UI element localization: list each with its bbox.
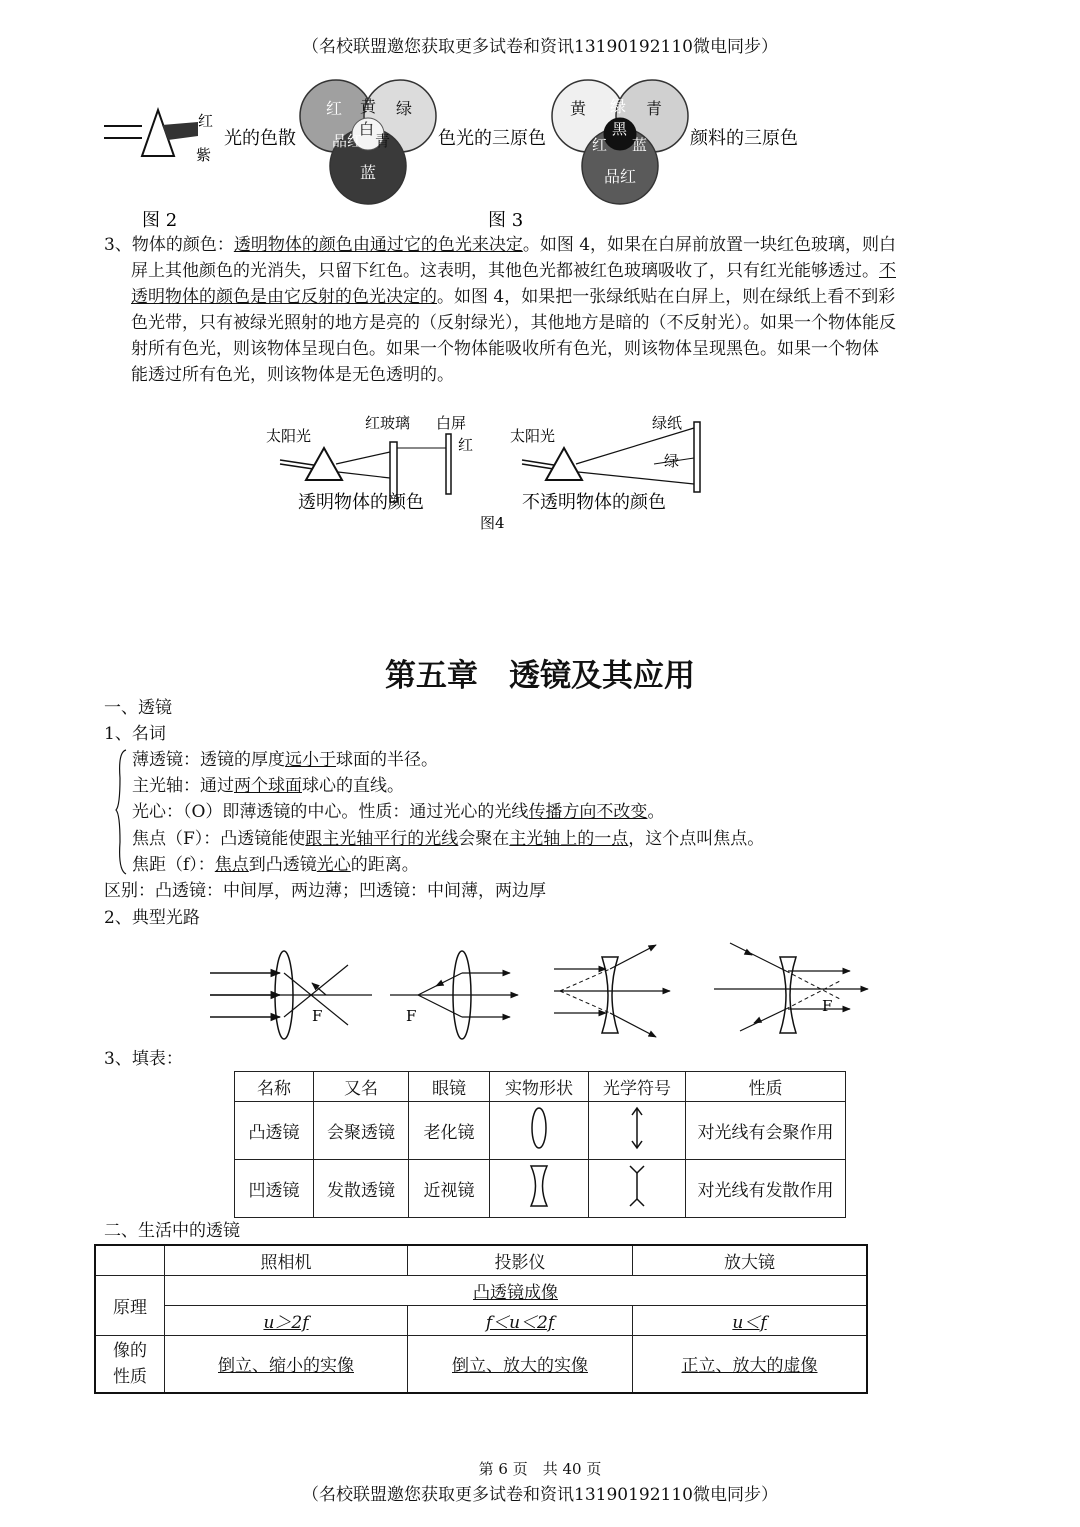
concave-toward-focus-path <box>714 943 868 1033</box>
page-number: 第 6 页 共 40 页 <box>478 1460 602 1478</box>
light-blue: 蓝 <box>360 163 377 182</box>
light-white: 白 <box>359 120 375 138</box>
object-color-paragraph: 3、物体的颜色：透明物体的颜色由通过它的色光来决定。如图 4，如果在白屏前放置一块红色玻璃，则白 屏上其他颜色的光消失，只留下红色。这表明，其他色光都被红色玻璃吸收了，只有红光能够透过。不 透明物体的颜色是由它反射的色光决定的。如图 4，如果把一张绿纸贴在白屏上，则在绿纸上看不到彩 色光带，只有被绿光照射的地方是亮的（反射绿光），其他地方是暗的（不反射光）。如果一个物体能反 射所有色光，则该物体呈现白色。如果一个物体能吸收所有色光，则该物体呈现黑色。如果一个物体 能透过所有色光，则该物体是无色透明的。 <box>104 235 897 385</box>
svg-text:F: F <box>312 1007 323 1025</box>
fig3-caption: 图 3 <box>488 210 524 231</box>
pigment-primaries-label: 颜料的三原色 <box>690 128 798 149</box>
brace <box>114 748 130 878</box>
term-focus: 焦点（F）：凸透镜能使跟主光轴平行的光线会聚在主光轴上的一点，这个点叫焦点。 <box>132 829 765 849</box>
svg-text:红玻璃: 红玻璃 <box>365 414 411 432</box>
chapter-title: 第五章 透镜及其应用 <box>385 658 695 694</box>
light-green: 绿 <box>396 99 413 118</box>
fig4-label: 图4 <box>480 514 505 532</box>
table-row: 凸透镜 会聚透镜 老化镜 对光线有会聚作用 <box>235 1102 846 1160</box>
svg-text:绿: 绿 <box>664 452 680 470</box>
svg-text:红: 红 <box>458 436 474 454</box>
concave-lens-shape-icon <box>524 1163 554 1209</box>
prism-violet-label: 紫 <box>196 146 212 164</box>
light-primaries-label: 色光的三原色 <box>438 128 546 149</box>
table-header-row: 照相机 投影仪 放大镜 <box>95 1245 867 1275</box>
svg-text:F: F <box>406 1007 417 1025</box>
sun-label-left: 太阳光 <box>266 427 312 445</box>
caption-transparent: 透明物体的颜色 <box>298 492 424 513</box>
light-red: 红 <box>326 99 343 118</box>
lens-comparison-table <box>234 1071 846 1218</box>
pigment-yellow: 黄 <box>570 99 587 118</box>
convex-converging-path <box>210 951 372 1039</box>
table-row: 像的 性质 倒立、缩小的实像 倒立、放大的实像 正立、放大的虚像 <box>95 1335 867 1393</box>
convex-lens-symbol-icon <box>622 1105 652 1151</box>
spectrum-band <box>162 122 198 140</box>
page-header: （名校联盟邀您获取更多试卷和资讯13190192110微电同步） <box>302 37 778 57</box>
light-yellow: 黄 <box>360 97 377 116</box>
prism-dispersion-figure <box>104 110 198 156</box>
concave-diverging-path <box>554 945 670 1037</box>
figure-4 <box>260 408 720 538</box>
lens-heading: 一、透镜 <box>104 698 172 718</box>
prism-red-label: 红 <box>198 112 214 130</box>
light-primaries-diagram <box>300 80 436 204</box>
term-optical-center: 光心：（O）即薄透镜的中心。性质：通过光心的光线传播方向不改变。 <box>132 802 665 822</box>
svg-text:白屏: 白屏 <box>436 414 467 432</box>
color-figures <box>100 70 820 235</box>
white-screen <box>446 434 451 494</box>
pigment-primaries-diagram <box>552 80 688 204</box>
dispersion-label: 光的色散 <box>224 128 296 149</box>
pigment-red: 红 <box>592 136 608 154</box>
table-row: 凹透镜 发散透镜 近视镜 对光线有发散作用 <box>235 1160 846 1218</box>
fill-table-heading: 3、填表： <box>104 1049 183 1069</box>
life-lens-heading: 二、生活中的透镜 <box>104 1221 240 1241</box>
pigment-blue: 蓝 <box>632 136 648 154</box>
light-path-diagrams <box>200 935 880 1045</box>
term-thin-lens: 薄透镜：透镜的厚度远小于球面的半径。 <box>132 750 438 770</box>
svg-text:绿纸: 绿纸 <box>652 414 683 432</box>
pigment-magenta: 品红 <box>604 167 637 186</box>
light-path-heading: 2、典型光路 <box>104 908 200 928</box>
terms-heading: 1、名词 <box>104 724 166 744</box>
svg-text:F: F <box>822 997 833 1015</box>
sun-label-right: 太阳光 <box>510 427 556 445</box>
convex-from-focus-path <box>390 951 518 1039</box>
term-main-axis: 主光轴：通过两个球面球心的直线。 <box>132 776 404 796</box>
convex-lens-shape-icon <box>524 1105 554 1151</box>
table-row: u＞2f f＜u＜2f u＜f <box>95 1305 867 1335</box>
concave-lens-symbol-icon <box>622 1163 652 1209</box>
table-header-row: 名称 又名 眼镜 实物形状 光学符号 性质 <box>235 1072 846 1102</box>
light-cyan: 青 <box>375 132 391 150</box>
pigment-cyan: 青 <box>646 99 663 118</box>
page-footer: （名校联盟邀您获取更多试卷和资讯13190192110微电同步） <box>302 1485 778 1505</box>
pigment-green: 绿 <box>610 97 627 116</box>
table-row: 原理 凸透镜成像 <box>95 1275 867 1305</box>
light-magenta: 品红 <box>332 132 363 150</box>
life-lens-table <box>94 1244 868 1394</box>
lens-difference: 区别：凸透镜：中间厚，两边薄；凹透镜：中间薄，两边厚 <box>104 881 546 901</box>
fig2-caption: 图 2 <box>142 210 178 231</box>
pigment-black: 黑 <box>612 120 628 138</box>
term-focal-length: 焦距（f）：焦点到凸透镜光心的距离。 <box>132 855 419 875</box>
caption-opaque: 不透明物体的颜色 <box>522 492 666 513</box>
green-paper <box>694 422 700 492</box>
